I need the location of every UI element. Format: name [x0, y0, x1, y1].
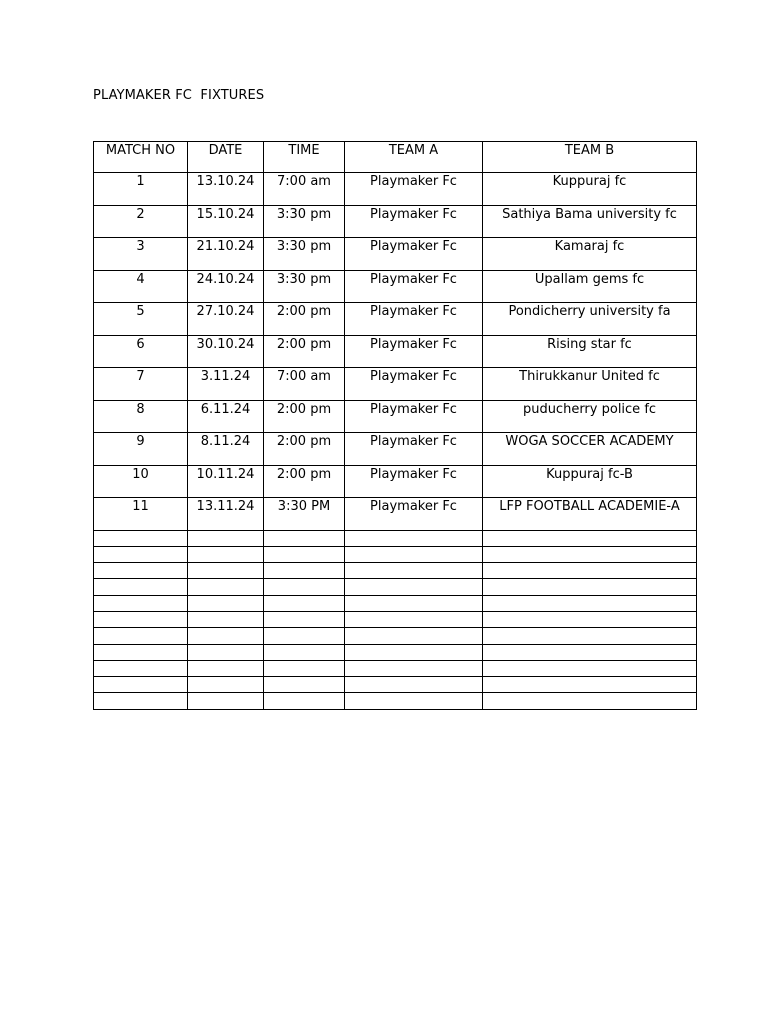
fixtures-table [93, 141, 697, 710]
empty-cell [264, 595, 345, 611]
team-a-cell: Playmaker Fc [345, 238, 483, 271]
table-row [94, 368, 697, 401]
team-b-cell: WOGA SOCCER ACADEMY [483, 433, 697, 466]
match-no-cell: 6 [94, 335, 188, 368]
time-cell: 2:00 pm [264, 335, 345, 368]
table-row [94, 173, 697, 206]
empty-cell [483, 546, 697, 562]
date-cell: 8.11.24 [188, 433, 264, 466]
team-a-cell: Playmaker Fc [345, 205, 483, 238]
time-cell: 3:30 pm [264, 270, 345, 303]
table-row [94, 498, 697, 531]
table-row [94, 335, 697, 368]
date-cell: 13.11.24 [188, 498, 264, 531]
empty-cell [483, 628, 697, 644]
empty-cell [483, 530, 697, 546]
team-b-cell: Kamaraj fc [483, 238, 697, 271]
empty-cell [345, 611, 483, 627]
document-title: PLAYMAKER FC FIXTURES [93, 88, 265, 103]
empty-table-row [94, 579, 697, 595]
table-row [94, 400, 697, 433]
empty-cell [483, 644, 697, 660]
empty-table-row [94, 563, 697, 579]
empty-cell [483, 693, 697, 709]
empty-table-row [94, 644, 697, 660]
empty-cell [264, 579, 345, 595]
empty-cell [345, 579, 483, 595]
empty-cell [94, 644, 188, 660]
header-time: TIME [264, 142, 345, 173]
empty-cell [264, 530, 345, 546]
empty-table-row [94, 546, 697, 562]
empty-cell [188, 595, 264, 611]
date-cell: 21.10.24 [188, 238, 264, 271]
match-no-cell: 1 [94, 173, 188, 206]
team-a-cell: Playmaker Fc [345, 465, 483, 498]
table-row [94, 433, 697, 466]
empty-cell [483, 660, 697, 676]
empty-cell [483, 579, 697, 595]
empty-cell [345, 595, 483, 611]
empty-cell [264, 611, 345, 627]
date-cell: 6.11.24 [188, 400, 264, 433]
empty-cell [188, 677, 264, 693]
empty-cell [483, 611, 697, 627]
empty-table-row [94, 660, 697, 676]
time-cell: 3:30 pm [264, 205, 345, 238]
match-no-cell: 3 [94, 238, 188, 271]
team-b-cell: Thirukkanur United fc [483, 368, 697, 401]
date-cell: 27.10.24 [188, 303, 264, 336]
empty-cell [94, 628, 188, 644]
empty-cell [264, 563, 345, 579]
table-row [94, 303, 697, 336]
team-b-cell: puducherry police fc [483, 400, 697, 433]
empty-table-row [94, 677, 697, 693]
empty-cell [188, 563, 264, 579]
team-b-cell: Kuppuraj fc [483, 173, 697, 206]
empty-cell [264, 677, 345, 693]
time-cell: 7:00 am [264, 368, 345, 401]
empty-table-row [94, 611, 697, 627]
team-a-cell: Playmaker Fc [345, 173, 483, 206]
table-row [94, 205, 697, 238]
empty-table-row [94, 595, 697, 611]
match-no-cell: 10 [94, 465, 188, 498]
empty-cell [94, 579, 188, 595]
team-b-cell: Upallam gems fc [483, 270, 697, 303]
empty-cell [345, 644, 483, 660]
match-no-cell: 2 [94, 205, 188, 238]
date-cell: 3.11.24 [188, 368, 264, 401]
time-cell: 2:00 pm [264, 465, 345, 498]
empty-cell [94, 546, 188, 562]
match-no-cell: 11 [94, 498, 188, 531]
empty-cell [264, 644, 345, 660]
empty-cell [483, 677, 697, 693]
empty-cell [264, 628, 345, 644]
team-b-cell: Rising star fc [483, 335, 697, 368]
empty-cell [483, 563, 697, 579]
empty-cell [345, 628, 483, 644]
header-date: DATE [188, 142, 264, 173]
match-no-cell: 7 [94, 368, 188, 401]
date-cell: 10.11.24 [188, 465, 264, 498]
team-b-cell: Pondicherry university fa [483, 303, 697, 336]
empty-table-row [94, 530, 697, 546]
team-b-cell: LFP FOOTBALL ACADEMIE-A [483, 498, 697, 531]
empty-cell [345, 546, 483, 562]
date-cell: 30.10.24 [188, 335, 264, 368]
empty-cell [188, 579, 264, 595]
time-cell: 3:30 PM [264, 498, 345, 531]
table-row [94, 465, 697, 498]
time-cell: 2:00 pm [264, 400, 345, 433]
time-cell: 3:30 pm [264, 238, 345, 271]
empty-cell [264, 546, 345, 562]
empty-cell [188, 611, 264, 627]
empty-cell [188, 693, 264, 709]
time-cell: 2:00 pm [264, 303, 345, 336]
empty-cell [188, 546, 264, 562]
empty-cell [188, 530, 264, 546]
time-cell: 7:00 am [264, 173, 345, 206]
date-cell: 15.10.24 [188, 205, 264, 238]
empty-cell [94, 611, 188, 627]
empty-cell [94, 530, 188, 546]
team-a-cell: Playmaker Fc [345, 400, 483, 433]
empty-cell [264, 660, 345, 676]
date-cell: 24.10.24 [188, 270, 264, 303]
empty-cell [94, 677, 188, 693]
table-row [94, 238, 697, 271]
team-a-cell: Playmaker Fc [345, 368, 483, 401]
time-cell: 2:00 pm [264, 433, 345, 466]
empty-cell [188, 628, 264, 644]
empty-cell [345, 563, 483, 579]
match-no-cell: 5 [94, 303, 188, 336]
empty-table-row [94, 628, 697, 644]
empty-cell [483, 595, 697, 611]
team-b-cell: Sathiya Bama university fc [483, 205, 697, 238]
team-b-cell: Kuppuraj fc-B [483, 465, 697, 498]
team-a-cell: Playmaker Fc [345, 498, 483, 531]
empty-cell [345, 660, 483, 676]
date-cell: 13.10.24 [188, 173, 264, 206]
match-no-cell: 8 [94, 400, 188, 433]
empty-cell [188, 660, 264, 676]
empty-cell [345, 530, 483, 546]
empty-table-row [94, 693, 697, 709]
header-team-a: TEAM A [345, 142, 483, 173]
empty-cell [94, 595, 188, 611]
empty-cell [94, 660, 188, 676]
header-match-no: MATCH NO [94, 142, 188, 173]
team-a-cell: Playmaker Fc [345, 270, 483, 303]
header-team-b: TEAM B [483, 142, 697, 173]
match-no-cell: 4 [94, 270, 188, 303]
empty-cell [94, 563, 188, 579]
team-a-cell: Playmaker Fc [345, 303, 483, 336]
team-a-cell: Playmaker Fc [345, 433, 483, 466]
table-header-row [94, 142, 697, 173]
empty-cell [94, 693, 188, 709]
team-a-cell: Playmaker Fc [345, 335, 483, 368]
empty-cell [345, 693, 483, 709]
empty-cell [264, 693, 345, 709]
empty-cell [188, 644, 264, 660]
empty-cell [345, 677, 483, 693]
match-no-cell: 9 [94, 433, 188, 466]
table-row [94, 270, 697, 303]
